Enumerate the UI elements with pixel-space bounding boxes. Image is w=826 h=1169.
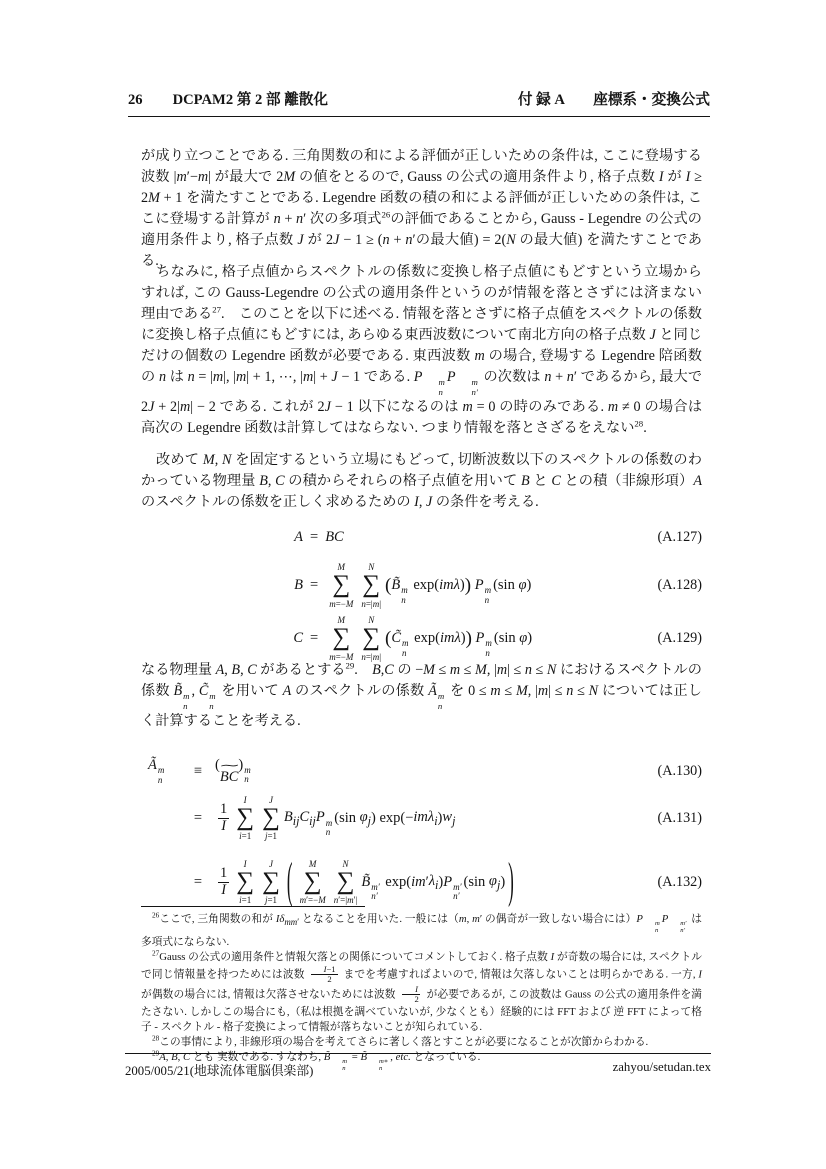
footer-date: 2005/005/21(地球流体電脳倶楽部) [125, 1064, 314, 1078]
equation-number: (A.129) [657, 629, 702, 646]
equation-lhs: B [294, 576, 303, 593]
page-footer [125, 1053, 711, 1079]
equation-relation: = [193, 809, 203, 826]
equation-rhs: M ∑ m=−M N ∑ n=|m| (C̃ m n exp(imλ)) P m n (sin φ) [329, 614, 533, 662]
paragraph-spectral-coefficients: なる物理量 A, B, C があるとする$^{29}$. B,C の −M ≤ m ≤ M, |m| ≤ n ≤ N におけるスペクトルの係数 B̃ m n , C̃ m n を用いて A のスペクトルの係数 Ã m n を 0 ≤ m ≤ M, |m| ≤ n ≤ N については正しく計算することを考える. [141, 660, 702, 729]
paragraph-fixed-mn: 改めて M, N を固定するという立場にもどって, 切断波数以下のスペクトルの係数のわかっている物理量 B, C の積からそれらの格子点値を用いて B と C との積（非線形項）A のスペクトルの係数を正しく求めるための I, J の条件を考える. [141, 452, 702, 510]
equation-relation: = [193, 873, 203, 890]
footnote-27: $^{27}$Gauss の公式の適用条件と情報欠落との関係についてコメントしておく. 格子点数 I が奇数の場合には, スペクトルで同じ情報量を持つためには波数 $\frac{I-1}{2}$ までを考慮すればよいので, 情報は欠落しないことは明らかである. 一方, I が偶数の場合には, 情報は欠落させないためには波数 $\frac{I}{2}$ が必要であるが, この波数は Gauss の公式の適用条件を満たさない. しかしこの場合にも,（私は根拠を調べていないが, 少なくとも）経験的には FFT および 逆 FFT によって格子 - スペクトル - 格子変換によって情報が落ちないことが知られている. [141, 949, 702, 1033]
page-number: 26 [128, 92, 143, 108]
equation-rhs: $\frac{1}{I}$ I ∑ i=1 J ∑ j=1 $B_{ij}C_{ij}P$ m n (sin $\varphi_j$) $\exp(-im\lambda_i)w_j$ [220, 794, 456, 842]
footnote-29: $^{29}$A, B, C とも 実数である. すなわち, B̃ m n = B̃ m∗ n , etc. となっている. [152, 1049, 481, 1072]
paragraph-information-loss: ちなみに, 格子点値からスペクトルの係数に変換し格子点値にもどすという立場からすれば, この Gauss-Legendre の公式の適用条件というのが情報を落とさずには済まない理由である$^{27}$. このことを以下に述べる. 情報を落とさずに格子点値をスペクトルの係数に変換し格子点値にもどすには, あらゆる東西波数について南北方向の格子点数 J と同じだけの個数の Legendre 函数が必要である. 東西波数 m の場合, 登場する Legendre 陪函数の n は n = |m|, |m| + 1, ⋯, |m| + J − 1 である. P m n P m n′ の次数は n + n′ であるから, 最大で 2J + 2|m| − 2 である. これが 2J − 1 以下になるのは m = 0 の時のみである. m ≠ 0 の場合は高次の Legendre 函数は計算してはならない. つまり情報を落とさざるをえない$^{28}$. [141, 264, 703, 436]
footnote-rule [141, 906, 365, 907]
footer-filename: zahyou/setudan.tex [612, 1060, 711, 1074]
page-header [128, 88, 710, 117]
equation-relation: ≡ [193, 762, 203, 779]
equation-a128 [141, 562, 702, 609]
equation-group-abc [141, 524, 702, 668]
equation-relation: = [310, 528, 319, 545]
header-section-title: DCPAM2 第 2 部 離散化 [172, 92, 328, 108]
equation-relation: = [310, 629, 319, 646]
equation-a131 [141, 794, 702, 842]
equation-a127 [141, 524, 702, 550]
footnotes [141, 906, 702, 1073]
equation-rhs: $\frac{1}{I}$ I ∑ i=1 J ∑ j=1 ( M ∑ m′=−M N ∑ n′=|m′| B̃ m′ n′ $\exp(im'\lambda_i)P$ m′ n′ (sin $\varphi_j$) ) [220, 853, 514, 909]
footnote-26: $^{26}$ここで, 三角関数の和が $I\delta_{mm'}$ となることを用いた. 一般には（m, m′ の偶奇が一致しない場合には）P m n P m′ n′ は多項式にならない. [141, 911, 702, 948]
equation-a129 [141, 615, 702, 662]
equation-number: (A.130) [657, 762, 702, 779]
equation-lhs: C [293, 629, 303, 646]
header-appendix-title: 付 録 A 座標系・変換公式 [517, 92, 710, 108]
equation-lhs: A [294, 528, 303, 545]
equation-number: (A.131) [657, 809, 702, 826]
equation-group-nonlinear [141, 756, 702, 910]
equation-number: (A.127) [657, 528, 702, 545]
footnote-28: $^{28}$この事情により, 非線形項の場合を考えてさらに著しく落とすことが必要になることが次節からわかる. [152, 1034, 649, 1048]
equation-a132 [141, 854, 702, 910]
equation-rhs: BC [325, 528, 344, 545]
equation-lhs: Ã m n [148, 756, 165, 785]
equation-a130 [141, 756, 702, 786]
equation-number: (A.128) [657, 576, 702, 593]
paragraph-gauss-conditions: が成り立つことである. 三角関数の和による評価が正しいための条件は, ここに登場する波数 |m′−m| が最大で 2M の値をとるので, Gauss の公式の適用条件より, 格子点数 I が I ≥ 2M + 1 を満たすことである. Legendre 函数の積の和による評価が正しいための条件は, ここに登場する計算が n + n′ 次の多項式$^{26}$の評価であることから, Gauss - Legendre の公式の適用条件より, 格子点数 J が 2J − 1 ≥ (n + n′の最大値) = 2(N の最大値) を満たすことである. [141, 148, 702, 269]
equation-number: (A.132) [657, 873, 702, 890]
equation-rhs: ( ∼ BC ) m n [215, 756, 251, 785]
equation-relation: = [310, 576, 319, 593]
equation-rhs: M ∑ m=−M N ∑ n=|m| (B̃ m n exp(imλ)) P m n (sin φ) [329, 562, 532, 609]
